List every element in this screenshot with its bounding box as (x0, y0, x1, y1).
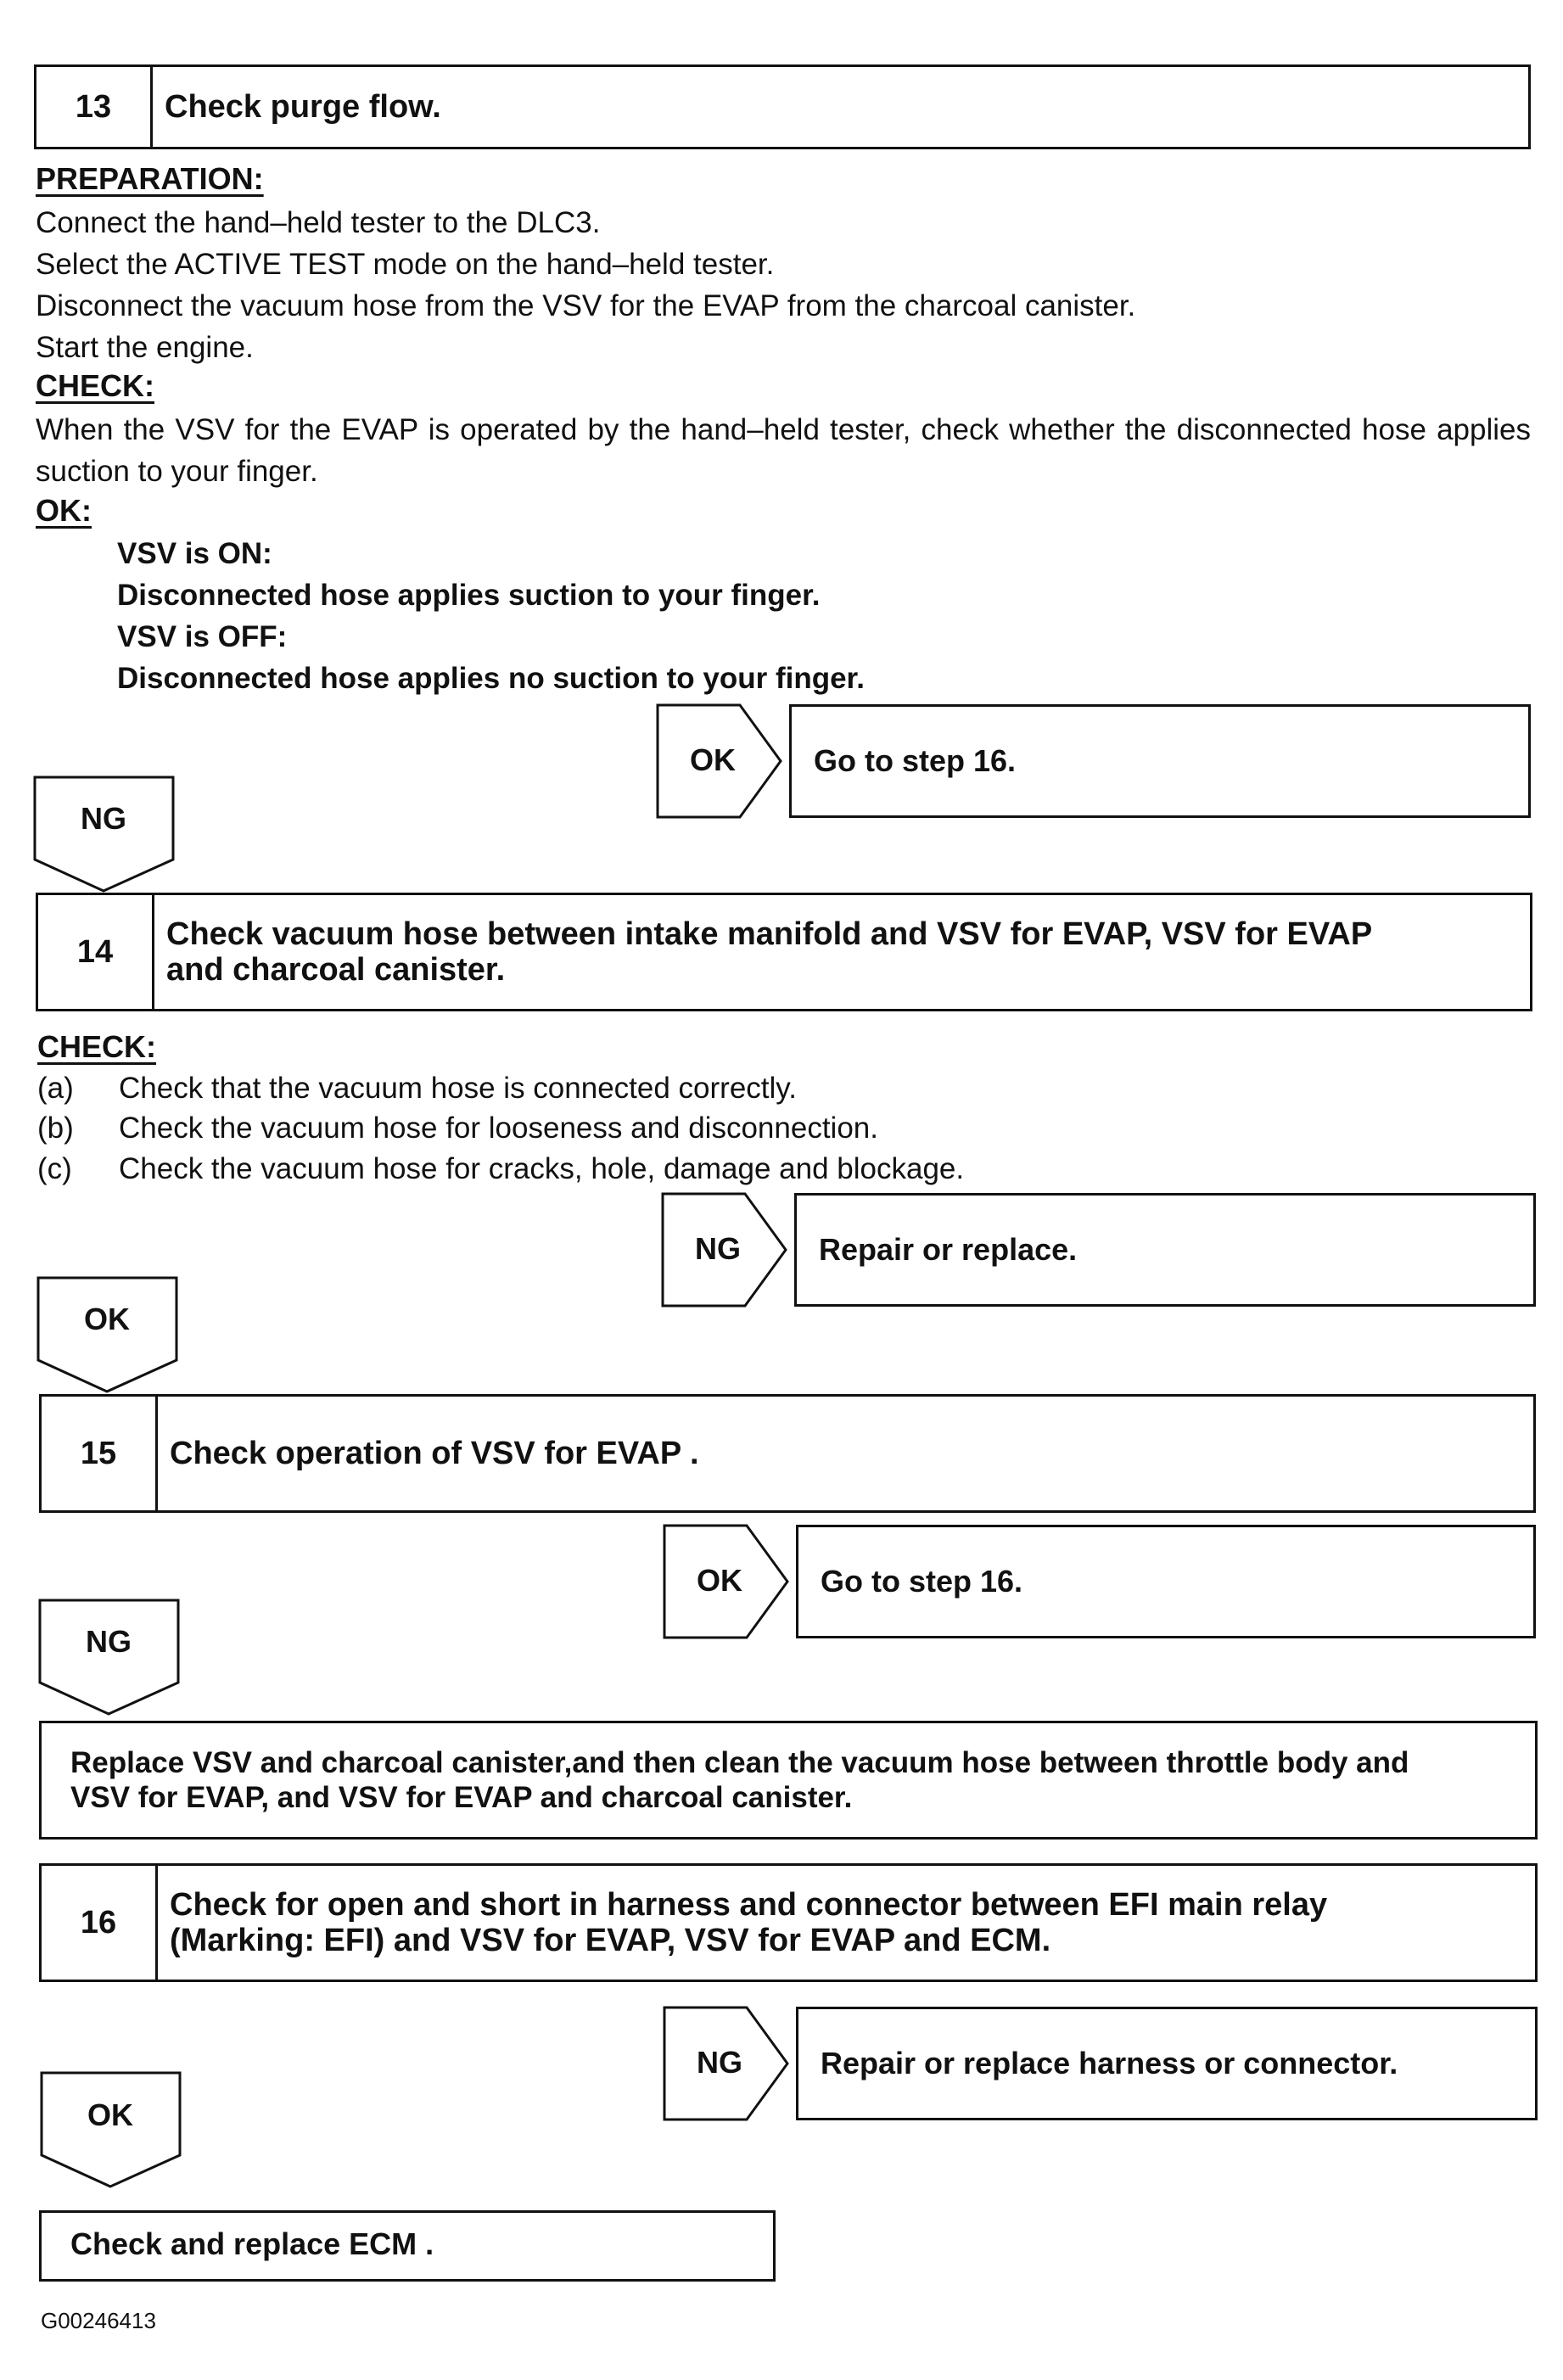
preparation-label: PREPARATION: (36, 161, 264, 196)
final-action-box (39, 2210, 776, 2282)
branch-label: OK (690, 742, 736, 777)
down-label: NG (81, 801, 126, 836)
step-number: 13 (36, 67, 153, 147)
action-line: VSV for EVAP, and VSV for EVAP and charcoal canister. (70, 1781, 853, 1814)
ok-criteria-line: VSV is OFF: (117, 620, 288, 653)
check-text: When the VSV for the EVAP is operated by the hand–held tester, check whether the disconnected hose applies suction to your finger. (36, 413, 1531, 488)
step-title: Check purge flow. (165, 89, 441, 125)
step-15-header (39, 1394, 1536, 1513)
branch-result: Repair or replace. (794, 1193, 1536, 1307)
step-title (158, 1866, 1535, 1980)
down-label: OK (84, 1302, 130, 1336)
down-label: OK (87, 2097, 133, 2132)
down-label: NG (86, 1624, 132, 1659)
branch-result: Go to step 16. (796, 1525, 1536, 1638)
step-number: 14 (38, 895, 154, 1009)
step-number: 16 (42, 1866, 158, 1980)
step-13-header (34, 64, 1531, 149)
step-14-header (36, 893, 1532, 1011)
figure-id: G00246413 (41, 2308, 156, 2333)
preparation-line: Start the engine. (36, 331, 254, 364)
check-item-mark: (b) (37, 1112, 74, 1145)
step-title-line: (Marking: EFI) and VSV for EVAP, VSV for EVAP and ECM. (170, 1923, 1051, 1958)
check-item-mark: (c) (37, 1152, 72, 1185)
step-16-header (39, 1863, 1538, 1982)
step-title-line: and charcoal canister. (166, 952, 506, 988)
final-action-text: Check and replace ECM . (70, 2226, 434, 2261)
check-item-text: Check that the vacuum hose is connected correctly. (119, 1072, 797, 1105)
branch-label: OK (697, 1563, 742, 1598)
step-number: 15 (42, 1397, 158, 1510)
check-item-text: Check the vacuum hose for cracks, hole, damage and blockage. (119, 1152, 965, 1185)
check-item-text: Check the vacuum hose for looseness and disconnection. (119, 1112, 878, 1145)
preparation-line: Connect the hand–held tester to the DLC3. (36, 206, 601, 239)
branch-result: Go to step 16. (789, 704, 1531, 818)
branch-label: NG (695, 1231, 741, 1266)
check-item-mark: (a) (37, 1072, 74, 1105)
ok-criteria-line: Disconnected hose applies suction to your finger. (117, 579, 821, 612)
action-box (39, 1721, 1538, 1840)
action-text (70, 1745, 1409, 1815)
preparation-line: Disconnect the vacuum hose from the VSV for the EVAP from the charcoal canister. (36, 289, 1136, 322)
ok-label: OK: (36, 493, 92, 528)
ok-criteria-line: VSV is ON: (117, 537, 272, 570)
branch-label: NG (697, 2045, 742, 2080)
check-label: CHECK: (37, 1029, 156, 1064)
preparation-line: Select the ACTIVE TEST mode on the hand–held tester. (36, 248, 775, 281)
ok-criteria-line: Disconnected hose applies no suction to your finger. (117, 662, 865, 695)
check-label: CHECK: (36, 368, 154, 403)
branch-result: Repair or replace harness or connector. (796, 2007, 1538, 2120)
action-line: Replace VSV and charcoal canister,and then clean the vacuum hose between throttle body and (70, 1746, 1409, 1779)
step-title (154, 895, 1530, 1009)
step-title: Check operation of VSV for EVAP . (170, 1436, 699, 1471)
step-title-line: Check for open and short in harness and connector between EFI main relay (170, 1887, 1328, 1923)
step-title-line: Check vacuum hose between intake manifold and VSV for EVAP, VSV for EVAP (166, 916, 1373, 952)
